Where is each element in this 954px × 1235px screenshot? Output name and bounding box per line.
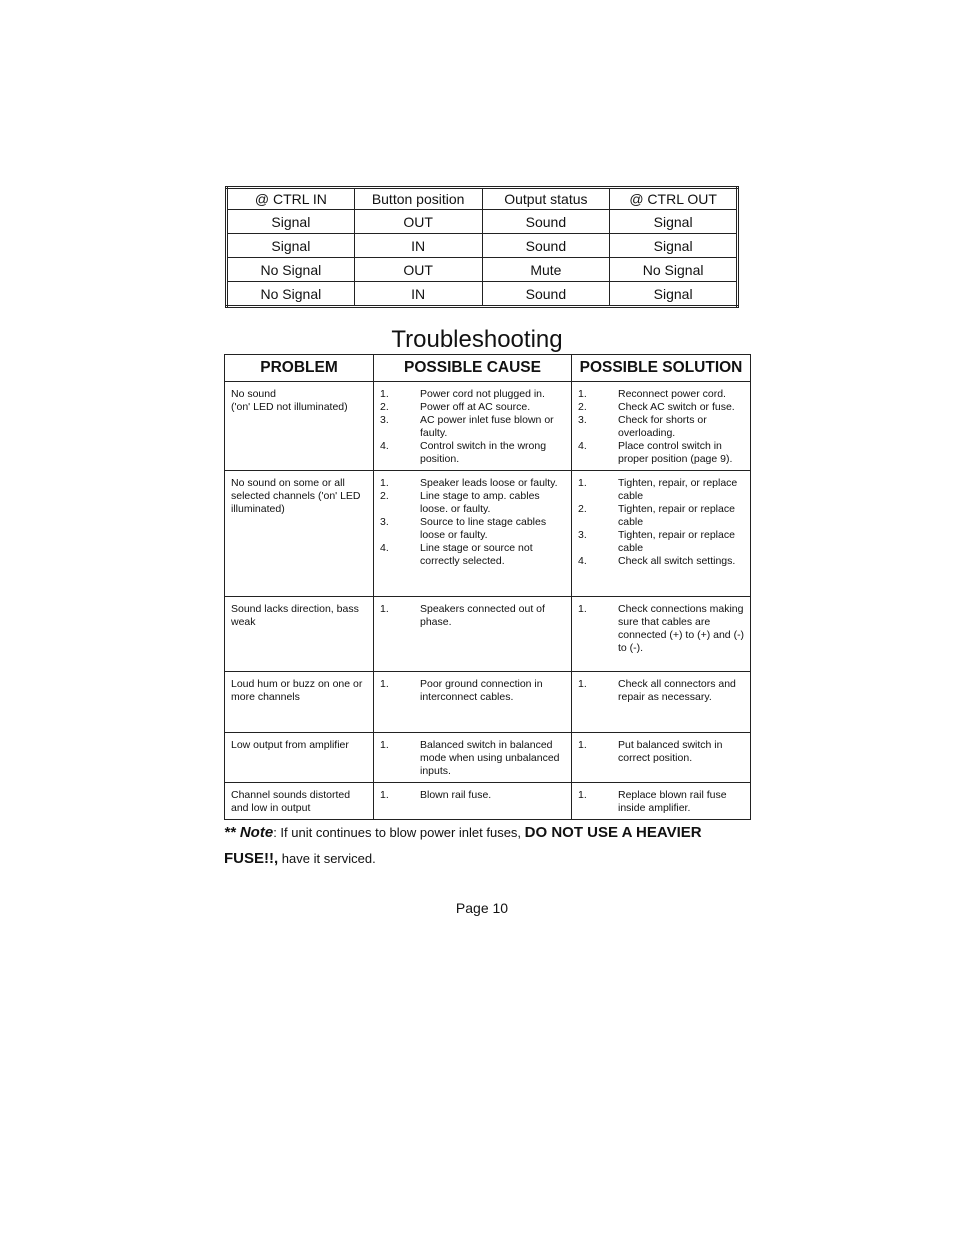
- list-item: [578, 440, 746, 466]
- cause-cell: [374, 597, 572, 672]
- solution-list: [578, 739, 746, 765]
- table-row: [225, 382, 751, 471]
- list-item: [578, 678, 746, 704]
- note-text-end: have it serviced.: [278, 851, 376, 866]
- item-number: 1.: [578, 739, 587, 751]
- note-paragraph: [224, 820, 754, 872]
- list-item: [380, 388, 567, 401]
- note-text: : If unit continues to blow power inlet fuses,: [273, 825, 525, 840]
- note-lead: ** Note: [224, 824, 274, 841]
- solution-list: [578, 789, 746, 815]
- item-text: Check all switch settings.: [618, 555, 736, 567]
- list-item: [380, 739, 567, 778]
- table-cell: Sound: [482, 282, 610, 307]
- item-number: 1.: [380, 388, 389, 400]
- cause-list: [380, 477, 567, 568]
- item-text: Source to line stage cables loose or faulty.: [420, 516, 547, 541]
- item-number: 4.: [578, 555, 587, 567]
- table-row: [225, 672, 751, 733]
- item-text: Blown rail fuse.: [420, 789, 492, 801]
- item-text: Tighten, repair, or replace cable: [618, 477, 738, 502]
- table-cell: Signal: [227, 234, 355, 258]
- item-number: 2.: [578, 401, 587, 413]
- item-text: Line stage or source not correctly selected.: [420, 542, 533, 567]
- table-cell: OUT: [354, 258, 482, 282]
- item-number: 1.: [380, 603, 389, 615]
- item-number: 4.: [578, 440, 587, 452]
- item-number: 1.: [380, 477, 389, 489]
- table-cell: Sound: [482, 234, 610, 258]
- list-item: [578, 414, 746, 440]
- cause-cell: [374, 382, 572, 471]
- list-item: [578, 739, 746, 765]
- header-possible-cause: POSSIBLE CAUSE: [374, 355, 572, 382]
- table-cell: Mute: [482, 258, 610, 282]
- item-text: Check AC switch or fuse.: [618, 401, 735, 413]
- item-text: Line stage to amp. cables loose. or faulty.: [420, 490, 540, 515]
- item-text: Poor ground connection in interconnect cables.: [420, 678, 543, 703]
- item-number: 1.: [578, 388, 587, 400]
- problem-cell: Channel sounds distorted and low in output: [225, 783, 374, 820]
- problem-cell: No sound ('on' LED not illuminated): [225, 382, 374, 471]
- item-text: Tighten, repair or replace cable: [618, 529, 735, 554]
- table-row: [227, 234, 738, 258]
- item-number: 3.: [578, 529, 587, 541]
- cause-cell: [374, 783, 572, 820]
- cause-cell: [374, 672, 572, 733]
- table-cell: IN: [354, 282, 482, 307]
- list-item: [578, 401, 746, 414]
- list-item: [380, 603, 567, 629]
- item-text: Replace blown rail fuse inside amplifier.: [618, 789, 727, 814]
- list-item: [380, 678, 567, 704]
- table-row: [225, 733, 751, 783]
- table-cell: IN: [354, 234, 482, 258]
- table-cell: Signal: [610, 234, 738, 258]
- table-cell: Signal: [610, 282, 738, 307]
- table-cell: No Signal: [610, 258, 738, 282]
- cause-cell: [374, 733, 572, 783]
- item-text: Reconnect power cord.: [618, 388, 726, 400]
- item-text: Place control switch in proper position (page 9).: [618, 440, 733, 465]
- header-problem: PROBLEM: [225, 355, 374, 382]
- list-item: [578, 603, 746, 655]
- list-item: [380, 516, 567, 542]
- list-item: [578, 529, 746, 555]
- item-text: Power off at AC source.: [420, 401, 531, 413]
- table-row: [227, 210, 738, 234]
- status-header: @ CTRL IN: [227, 188, 355, 210]
- solution-cell: [572, 783, 751, 820]
- item-number: 4.: [380, 542, 389, 554]
- list-item: [578, 555, 746, 568]
- solution-cell: [572, 733, 751, 783]
- list-item: [578, 477, 746, 503]
- troubleshooting-table: [224, 354, 751, 820]
- table-row: [225, 783, 751, 820]
- table-cell: OUT: [354, 210, 482, 234]
- cause-cell: [374, 471, 572, 597]
- item-number: 1.: [380, 789, 389, 801]
- list-item: [578, 503, 746, 529]
- item-text: Speakers connected out of phase.: [420, 603, 545, 628]
- table-cell: No Signal: [227, 258, 355, 282]
- solution-list: [578, 388, 746, 466]
- item-text: Put balanced switch in correct position.: [618, 739, 723, 764]
- item-number: 1.: [578, 678, 587, 690]
- table-cell: No Signal: [227, 282, 355, 307]
- item-text: Tighten, repair or replace cable: [618, 503, 735, 528]
- status-header: Button position: [354, 188, 482, 210]
- page-number: Page 10: [455, 900, 509, 916]
- problem-cell: Low output from amplifier: [225, 733, 374, 783]
- status-header: @ CTRL OUT: [610, 188, 738, 210]
- solution-cell: [572, 382, 751, 471]
- header-possible-solution: POSSIBLE SOLUTION: [572, 355, 751, 382]
- item-number: 1.: [578, 789, 587, 801]
- list-item: [578, 789, 746, 815]
- table-row: [227, 282, 738, 307]
- table-row: [225, 597, 751, 672]
- status-table: [225, 186, 739, 308]
- list-item: [380, 440, 567, 466]
- table-cell: Sound: [482, 210, 610, 234]
- list-item: [380, 401, 567, 414]
- problem-cell: Sound lacks direction, bass weak: [225, 597, 374, 672]
- problem-cell: No sound on some or all selected channels ('on' LED illuminated): [225, 471, 374, 597]
- item-text: Check all connectors and repair as necessary.: [618, 678, 736, 703]
- item-text: Control switch in the wrong position.: [420, 440, 547, 465]
- cause-list: [380, 388, 567, 466]
- table-cell: Signal: [227, 210, 355, 234]
- item-number: 1.: [380, 678, 389, 690]
- item-number: 1.: [380, 739, 389, 751]
- list-item: [380, 414, 567, 440]
- solution-list: [578, 603, 746, 655]
- cause-list: [380, 739, 567, 778]
- cause-list: [380, 789, 567, 802]
- item-text: Check for shorts or overloading.: [618, 414, 707, 439]
- item-number: 3.: [380, 516, 389, 528]
- item-text: Power cord not plugged in.: [420, 388, 545, 400]
- solution-cell: [572, 471, 751, 597]
- item-text: Check connections making sure that cables are connected (+) to (+) and (-) to (-).: [618, 603, 745, 654]
- page-title: Troubleshooting: [391, 326, 563, 353]
- solution-cell: [572, 672, 751, 733]
- item-number: 2.: [380, 490, 389, 502]
- item-number: 1.: [578, 603, 587, 615]
- troubleshooting-header-row: [225, 355, 751, 382]
- item-number: 3.: [578, 414, 587, 426]
- item-number: 2.: [380, 401, 389, 413]
- item-number: 2.: [578, 503, 587, 515]
- item-text: AC power inlet fuse blown or faulty.: [420, 414, 554, 439]
- solution-list: [578, 477, 746, 568]
- list-item: [380, 490, 567, 516]
- status-header-row: [227, 188, 738, 210]
- table-row: [227, 258, 738, 282]
- note-warning: DO NOT USE A HEAVIER FUSE!!,: [224, 824, 702, 867]
- cause-list: [380, 603, 567, 629]
- table-cell: Signal: [610, 210, 738, 234]
- list-item: [380, 542, 567, 568]
- item-number: 3.: [380, 414, 389, 426]
- item-text: Speaker leads loose or faulty.: [420, 477, 558, 489]
- item-number: 4.: [380, 440, 389, 452]
- list-item: [380, 789, 567, 802]
- item-text: Balanced switch in balanced mode when using unbalanced inputs.: [420, 739, 560, 777]
- cause-list: [380, 678, 567, 704]
- table-row: [225, 471, 751, 597]
- list-item: [380, 477, 567, 490]
- problem-cell: Loud hum or buzz on one or more channels: [225, 672, 374, 733]
- item-number: 1.: [578, 477, 587, 489]
- solution-list: [578, 678, 746, 704]
- status-header: Output status: [482, 188, 610, 210]
- list-item: [578, 388, 746, 401]
- solution-cell: [572, 597, 751, 672]
